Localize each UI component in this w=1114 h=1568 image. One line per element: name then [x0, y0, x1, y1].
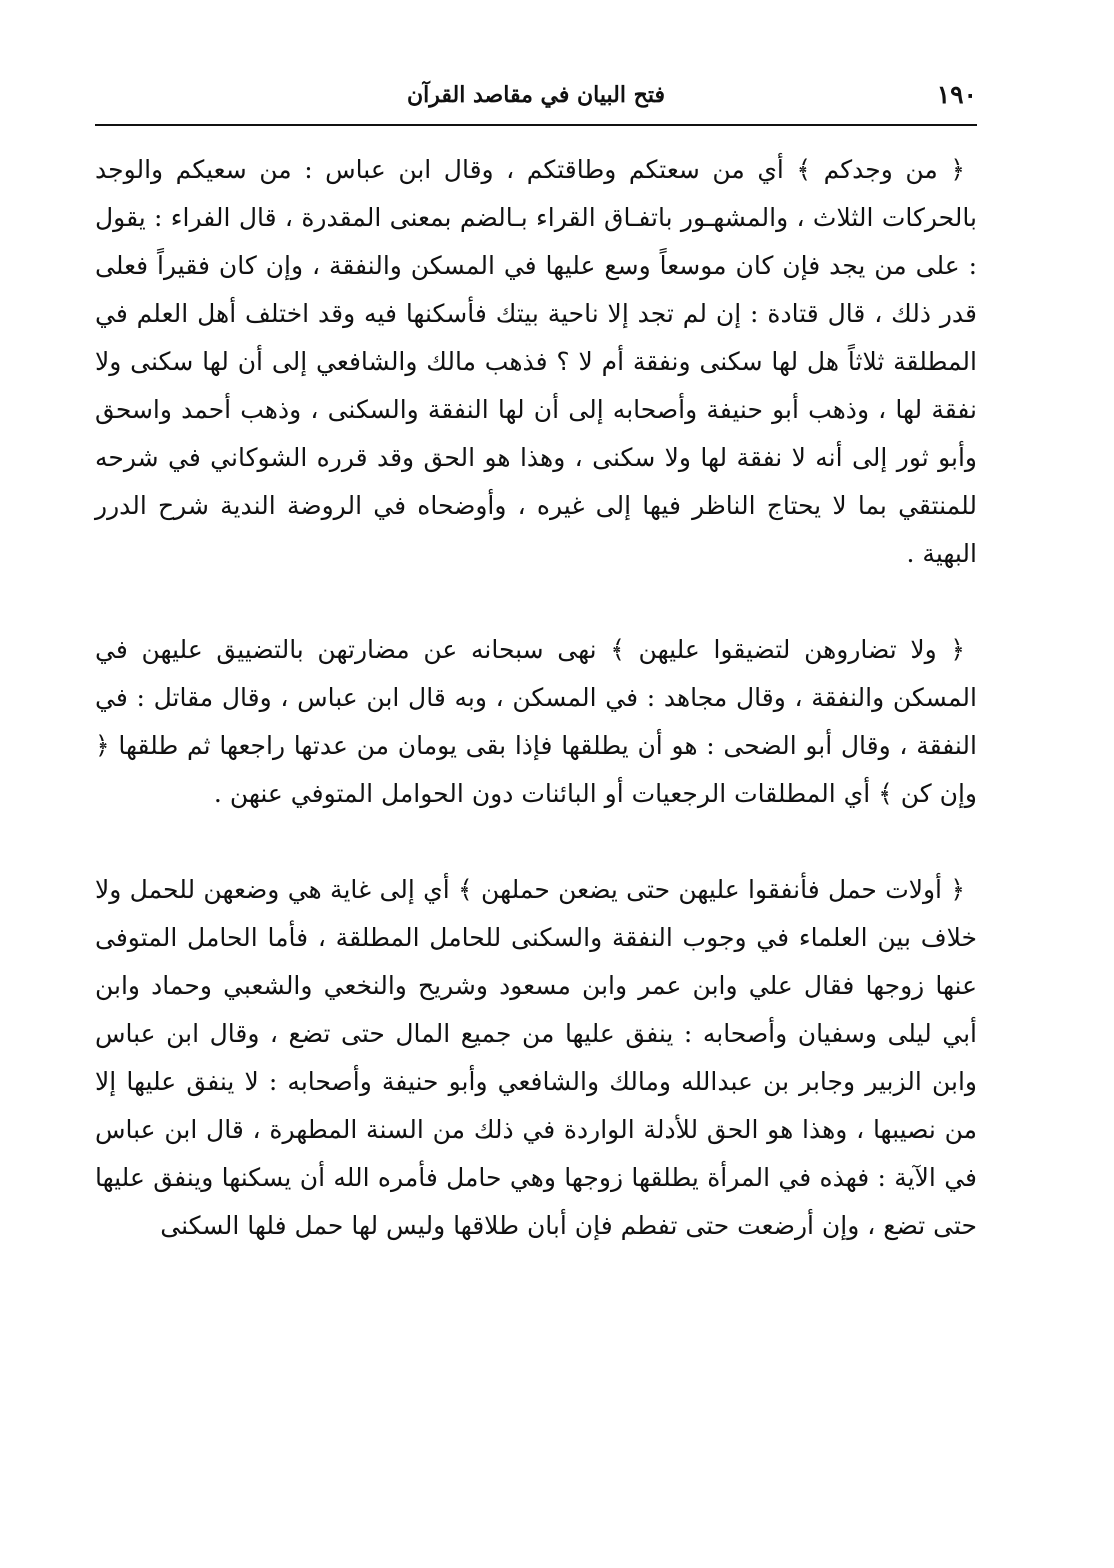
page-number: ١٩٠ [936, 80, 977, 109]
running-title: فتح البيان في مقاصد القرآن [407, 82, 665, 108]
book-page [95, 74, 977, 1524]
page-body [95, 146, 977, 1250]
paragraph-2: ﴿ ولا تضاروهن لتضيقوا عليهن ﴾ نهى سبحانه عن مضارتهن بالتضييق عليهن في المسكن والنفقة ، وقال مجاهد : في المسكن ، وبه قال ابن عباس ، وقال مقاتل : في النفقة ، وقال أبو الضحى : هو أن يطلقها فإذا بقى يومان من عدتها راجعها ثم طلقها ﴿ وإن كن ﴾ أي المطلقات الرجعيات أو البائنات دون الحوامل المتوفي عنهن . [95, 635, 977, 808]
paragraph-1: ﴿ من وجدكم ﴾ أي من سعتكم وطاقتكم ، وقال ابن عباس : من سعيكم والوجد بالحركات الثلاث ، والمشهـور باتفـاق القراء بـالضم بمعنى المقدرة ، قال الفراء : يقول : على من يجد فإن كان موسعاً وسع عليها في المسكن والنفقة ، وإن كان فقيراً فعلى قدر ذلك ، قال قتادة : إن لم تجد إلا ناحية بيتك فأسكنها فيه وقد اختلف أهل العلم في المطلقة ثلاثاً هل لها سكنى ونفقة أم لا ؟ فذهب مالك والشافعي إلى أن لها سكنى ولا نفقة لها ، وذهب أبو حنيفة وأصحابه إلى أن لها النفقة والسكنى ، وذهب أحمد واسحق وأبو ثور إلى أنه لا نفقة لها ولا سكنى ، وهذا هو الحق وقد قرره الشوكاني في شرحه للمنتقي بما لا يحتاج الناظر فيها إلى غيره ، وأوضحاه في الروضة الندية شرح الدرر البهية . [95, 155, 977, 568]
paragraph-3: ﴿ أولات حمل فأنفقوا عليهن حتى يضعن حملهن ﴾ أي إلى غاية هي وضعهن للحمل ولا خلاف بين العلماء في وجوب النفقة والسكنى للحامل المطلقة ، فأما الحامل المتوفى عنها زوجها فقال علي وابن عمر وابن مسعود وشريح والنخعي والشعبي وحماد وابن أبي ليلى وسفيان وأصحابه : ينفق عليها من جميع المال حتى تضع ، وقال ابن عباس وابن الزبير وجابر بن عبدالله ومالك والشافعي وأبو حنيفة وأصحابه : لا ينفق عليها إلا من نصيبها ، وهذا هو الحق للأدلة الواردة في ذلك من السنة المطهرة ، قال ابن عباس في الآية : فهذه في المرأة يطلقها زوجها وهي حامل فأمره الله أن يسكنها وينفق عليها حتى تضع ، وإن أرضعت حتى تفطم فإن أبان طلاقها وليس لها حمل فلها السكنى [95, 875, 978, 1240]
page-header [95, 74, 977, 126]
